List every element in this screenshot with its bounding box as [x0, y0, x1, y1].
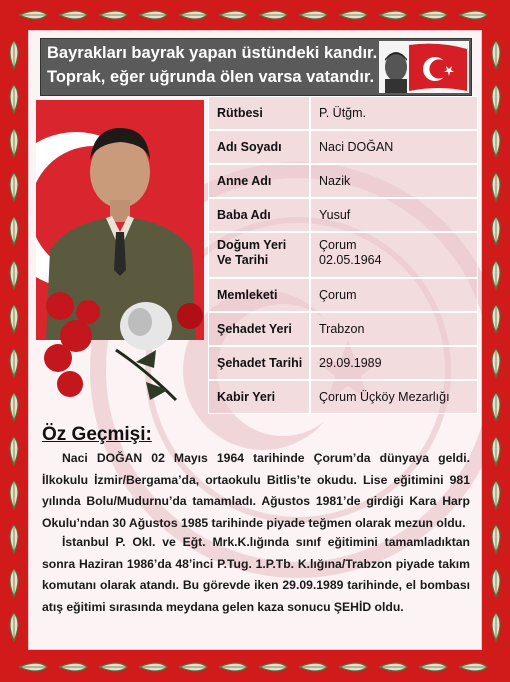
leaf-ornament: [378, 658, 408, 676]
leaf-ornament: [138, 6, 168, 24]
ataturk-flag-image: [379, 41, 469, 93]
info-label-cell: [208, 130, 310, 164]
leaf-ornament: [5, 612, 23, 642]
info-text: 29.09.1989: [319, 356, 382, 370]
biography-paragraph-1: [42, 448, 470, 534]
leaf-ornament: [487, 260, 505, 290]
leaf-ornament: [418, 658, 448, 676]
info-label-cell: [208, 198, 310, 232]
info-value-cell: [310, 346, 478, 380]
info-label-cell: [208, 380, 310, 414]
info-text: P. Ütğm.: [319, 106, 367, 120]
info-value-cell: [310, 130, 478, 164]
biography-paragraph-2: [42, 532, 470, 618]
quote-banner: [40, 38, 472, 96]
leaf-ornament: [487, 524, 505, 554]
info-text: Memleketi: [217, 288, 278, 302]
leaf-ornament: [5, 40, 23, 70]
leaf-ornament: [487, 304, 505, 334]
biography-paragraph-2-text: İstanbul P. Okl. ve Eğt. Mrk.K.lığında sınıf eğitimini tamamladıktan sonra Haziran 1986’da 48’inci P.Tug. 1.P.Tb. K.lığına/Trabzon piyade takım komutanı olarak atandı. Bu görevde iken 29.09.1989 tarihinde, el bombası atış eğitimi sırasında meydana gelen kaza sonucu ŞEHİD oldu.: [42, 535, 470, 614]
leaf-ornament: [58, 658, 88, 676]
leaf-ornament: [18, 658, 48, 676]
info-text: Adı Soyadı: [217, 140, 282, 154]
info-text: Naci DOĞAN: [319, 140, 394, 154]
info-value-cell: [310, 164, 478, 198]
leaf-ornament: [487, 612, 505, 642]
info-row: [208, 380, 478, 414]
info-label-cell: [208, 232, 310, 278]
info-value-cell: [310, 278, 478, 312]
info-row: [208, 130, 478, 164]
leaf-ornament: [5, 260, 23, 290]
info-text: Şehadet Tarihi: [217, 356, 303, 370]
leaf-ornament: [418, 6, 448, 24]
info-row: [208, 278, 478, 312]
leaf-ornament: [298, 6, 328, 24]
leaf-ornament: [5, 84, 23, 114]
leaf-ornament: [487, 216, 505, 246]
leaf-ornament: [487, 172, 505, 202]
leaf-ornament: [178, 6, 208, 24]
leaf-ornament: [218, 6, 248, 24]
soldier-portrait-photo: [36, 100, 204, 412]
leaf-ornament: [5, 524, 23, 554]
leaf-ornament: [458, 658, 488, 676]
leaf-ornament: [5, 392, 23, 422]
info-text: Rütbesi: [217, 106, 263, 120]
info-text: Çorum: [319, 288, 357, 302]
leaf-ornament: [5, 568, 23, 598]
leaf-ornament: [98, 658, 128, 676]
leaf-ornament: [487, 436, 505, 466]
info-row: [208, 198, 478, 232]
leaf-ornament: [5, 436, 23, 466]
info-label-cell: [208, 312, 310, 346]
leaf-ornament: [338, 6, 368, 24]
leaf-ornament: [487, 348, 505, 378]
info-text: Doğum Yeri: [217, 238, 287, 252]
info-row: [208, 232, 478, 278]
leaf-ornament: [178, 658, 208, 676]
leaf-ornament: [487, 392, 505, 422]
leaf-ornament: [487, 128, 505, 158]
quote-line-1: Bayrakları bayrak yapan üstündeki kandır.: [47, 44, 378, 62]
info-text: Şehadet Yeri: [217, 322, 292, 336]
info-label-cell: [208, 346, 310, 380]
leaf-ornament: [487, 40, 505, 70]
content-panel: [28, 30, 482, 650]
info-text: Çorum Üçköy Mezarlığı: [319, 390, 450, 404]
info-text: 02.05.1964: [319, 253, 382, 267]
leaf-ornament: [5, 216, 23, 246]
info-text: Çorum: [319, 238, 357, 252]
leaf-ornament: [338, 658, 368, 676]
leaf-ornament: [487, 480, 505, 510]
leaf-ornament: [5, 348, 23, 378]
leaf-ornament: [98, 6, 128, 24]
info-value-cell: [310, 232, 478, 278]
biography-heading: Öz Geçmişi:: [42, 424, 152, 445]
biography-paragraph-1-text: Naci DOĞAN 02 Mayıs 1964 tarihinde Çorum’da dünyaya geldi. İlkokulu İzmir/Bergama’da, ortaokulu Bitlis’te okudu. Lise eğitimini 981 yılında Bolu/Mudurnu’da tamamladı. Ağustos 1981’de girdiği Kara Harp Okulu’ndan 30 Ağustos 1985 tarihinde piyade teğmen olarak mezun oldu.: [42, 451, 470, 530]
leaf-ornament: [138, 658, 168, 676]
leaf-ornament: [258, 6, 288, 24]
info-label-cell: [208, 278, 310, 312]
info-text: Baba Adı: [217, 208, 271, 222]
leaf-ornament: [258, 658, 288, 676]
info-text: Yusuf: [319, 208, 351, 222]
leaf-ornament: [5, 304, 23, 334]
leaf-ornament: [5, 172, 23, 202]
info-row: [208, 96, 478, 130]
leaf-ornament: [487, 568, 505, 598]
info-label-cell: [208, 164, 310, 198]
leaf-ornament: [378, 6, 408, 24]
info-row: [208, 312, 478, 346]
info-text: Kabir Yeri: [217, 390, 276, 404]
info-value-cell: [310, 198, 478, 232]
leaf-ornament: [458, 6, 488, 24]
info-label-cell: [208, 96, 310, 130]
info-value-cell: [310, 312, 478, 346]
leaf-ornament: [58, 6, 88, 24]
info-text: Nazik: [319, 174, 351, 188]
info-text: Trabzon: [319, 322, 365, 336]
info-value-cell: [310, 380, 478, 414]
leaf-ornament: [5, 128, 23, 158]
info-text: Ve Tarihi: [217, 253, 269, 267]
leaf-ornament: [298, 658, 328, 676]
info-row: [208, 346, 478, 380]
info-value-cell: [310, 96, 478, 130]
leaf-ornament: [5, 480, 23, 510]
leaf-ornament: [18, 6, 48, 24]
info-text: Anne Adı: [217, 174, 272, 188]
info-row: [208, 164, 478, 198]
leaf-ornament: [487, 84, 505, 114]
quote-line-2: Toprak, eğer uğrunda ölen varsa vatandır.: [47, 68, 375, 86]
leaf-ornament: [218, 658, 248, 676]
